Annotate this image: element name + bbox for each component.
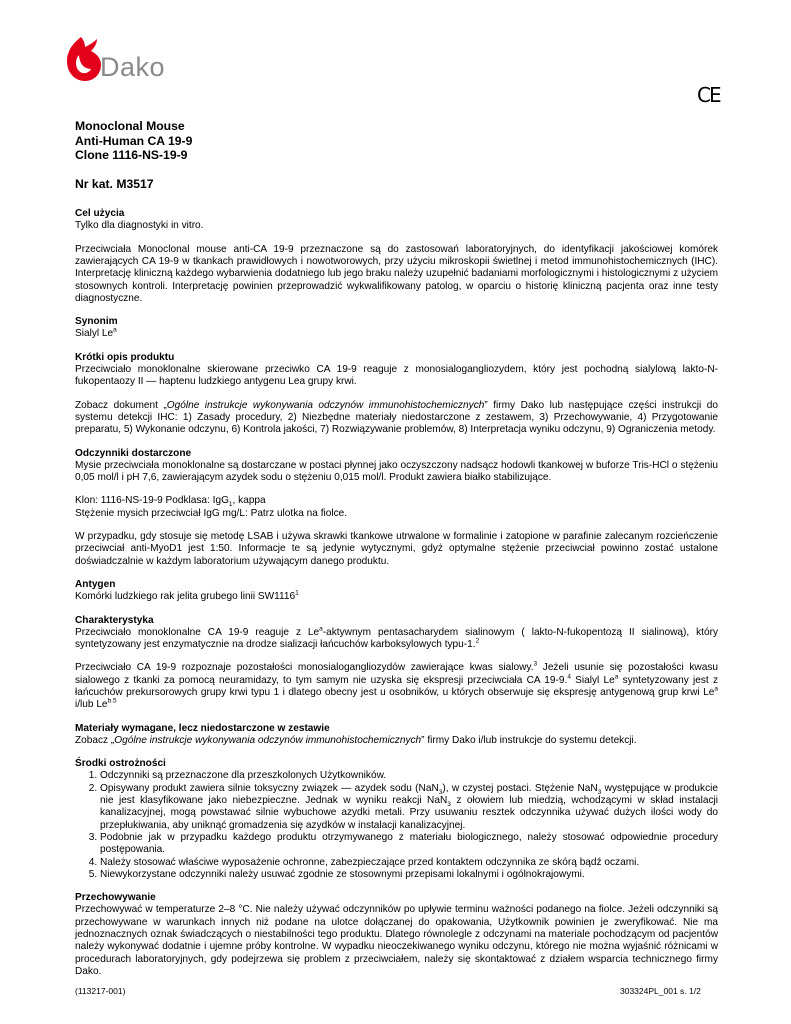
product-title-3: Clone 1116-NS-19-9 bbox=[75, 148, 188, 163]
opis-paragraph-2: Zobacz dokument „Ogólne instrukcje wykonywania odczynów immunohistochemicznych” firmy Dako lub następujące części instrukcji do systemu detekcji IHC: 1) Zasady procedury, 2) Niezbędne materiały niedostarczone z zestawem, 3) Przechowywanie, 4) Przygotowanie preparatu, 5) Wykonanie odczynu, 6) Kontrola jakości, 7) Rozwiązywanie problemów, 8) Interpretacja wyniku odczynu, 9) Ograniczenia metody. bbox=[75, 399, 719, 436]
section-heading-przechowywanie: Przechowywanie bbox=[75, 892, 156, 904]
section-heading-antygen: Antygen bbox=[75, 578, 116, 590]
section-heading-synonim: Synonim bbox=[75, 316, 118, 328]
cel-paragraph: Przeciwciała Monoclonal mouse anti-CA 19-9 przeznaczone są do zastosowań laboratoryjnych, do identyfikacji jakościowej komórek zawierających CA 19-9 w tkankach prawidłowych i nowotworowych, przy użyciu mikroskopii świetlnej i metod immunohistochemicznych (IHC). Interpretację kliniczną każdego wybarwienia dodatniego lub jego braku należy uzupełnić badaniami morfologicznymi i histologicznymi z użyciem stosownych kontroli. Interpretację powinien przeprowadzić wykwalifikowany patolog, w oparciu o historię kliniczną pacjenta oraz inne testy diagnostyczne. bbox=[75, 243, 718, 304]
dako-logo-text: Dako bbox=[100, 52, 166, 82]
odczynniki-paragraph-1: Mysie przeciwciała monoklonalne są dostarczane w postaci płynnej jako oczyszczony nadsącz hodowli tkankowej w buforze Tris-HCl o stężeniu 0,05 mol/l i pH 7,6, zawierającym azydek sodu o stężeniu 0,015 mol/l. Produkt zawiera białko stabilizujące. bbox=[75, 459, 718, 484]
srodki-item-1: 1. Odczynniki są przeznaczone dla przeszkolonych Użytkowników. bbox=[100, 770, 718, 782]
antygen-text: Komórki ludzkiego rak jelita grubego linii SW1116$^1$ bbox=[75, 589, 299, 603]
synonim-text: Sialyl Le$^a$ bbox=[75, 327, 117, 340]
srodki-item-5: 5. Niewykorzystane odczynniki należy usuwać zgodnie ze stosownymi przepisami lokalnymi i ogólnokrajowymi. bbox=[100, 869, 718, 881]
klon-line: Klon: 1116-NS-19-9 Podklasa: IgG$_1$, kappa bbox=[75, 495, 266, 509]
srodki-item-3: 3. Podobnie jak w przypadku każdego produktu otrzymywanego z materiału biologicznego, należy stosować odpowiednie procedury postępowania. bbox=[100, 832, 718, 857]
charakterystyka-paragraph-1: Przeciwciało monoklonalne CA 19-9 reaguje z Le$^a$-aktywnym pentasacharydem sialinowym ( lakto-N-fukopentozą II sialinową), który syntetyzowany jest enzymatycznie na drodze sializacji łańcuchów karboksylowych typu-1.$^2$ bbox=[75, 625, 718, 651]
srodki-item-2: 2. Opisywany produkt zawiera silnie toksyczny związek — azydek sodu (NaN$_3$), w czystej postaci. Stężenie NaN$_3$ występujące w produkcie nie jest klasyfikowane jako niebezpieczne. Jednak w wyniku reakcji NaN$_3$ z ołowiem lub miedzią, wchodzącymi w skład instalacji kanalizacyjnej, mogą powstawać silnie wybuchowe azydki metali. Przy usuwaniu resztek odczynnika używać dużych ilości wody do przepłukiwania, aby uniknąć gromadzenia się azydków w instalacji kanalizacyjnej. bbox=[100, 783, 718, 832]
footer-code: (113217-001) bbox=[75, 986, 126, 996]
materialy-paragraph: Zobacz „Ogólne instrukcje wykonywania odczynów immunohistochemicznych” firmy Dako i/lub instrukcje do systemu detekcji. bbox=[75, 734, 637, 746]
section-heading-cel: Cel użycia bbox=[75, 208, 125, 220]
section-heading-srodki: Środki ostrożności bbox=[75, 758, 166, 770]
ce-mark: CE bbox=[697, 83, 720, 107]
stezenie-line: Stężenie mysich przeciwciał IgG mg/L: Patrz ulotka na fiolce. bbox=[75, 507, 348, 519]
odczynniki-paragraph-3: W przypadku, gdy stosuje się metodę LSAB i używa skrawki tkankowe utrwalone w formalinie i zatopione w parafinie zalecanym rozcieńczenie przeciwciał anti-MyoD1 jest 1:50. Informacje te są jedynie wytycznymi, gdyż optymalne stężenie przeciwciał powinno zostać ustalone doświadczalnie w każdym laboratorium używającym danego produktu. bbox=[75, 531, 718, 567]
section-heading-opis: Krótki opis produktu bbox=[75, 351, 175, 363]
product-title-1: Monoclonal Mouse bbox=[75, 119, 185, 133]
product-title-2: Anti-Human CA 19-9 bbox=[75, 133, 193, 148]
przechowywanie-paragraph: Przechowywać w temperaturze 2–8 °C. Nie należy używać odczynników po upływie terminu ważności podanego na fiolce. Jeżeli odczynniki są przechowywane w warunkach innych niż podane na ulotce dołączanej do opakowania, Użytkownik powinien je zweryfikować. Nie ma jednoznacznych oznak świadczących o niestabilności tego produktu. Dlatego równolegle z odczynami na materiale pochodzącym od pacjentów należy wykonywać dodatnie i ujemne próby kontrolne. W wypadku nieoczekiwanego wyniku odczynu, którego nie można wyjaśnić różnicami w procedurach laboratoryjnych, gdy podejrzewa się problem z przeciwciałem, należy się skontaktować z działem wsparcia technicznego firmy Dako. bbox=[75, 904, 718, 977]
srodki-item-4: 4. Należy stosować właściwe wyposażenie ochronne, zabezpieczające przed kontaktem odczynnika ze skórą bądź oczami. bbox=[100, 857, 718, 869]
srodki-list bbox=[75, 770, 718, 881]
document-body bbox=[75, 119, 718, 989]
section-heading-materialy: Materiały wymagane, lecz niedostarczone w zestawie bbox=[75, 722, 330, 734]
catalog-number: Nr kat. M3517 bbox=[75, 176, 154, 191]
opis-paragraph-1: Przeciwciało monoklonalne skierowane przeciwko CA 19-9 reaguje z monosialogangliozydem, który jest pochodną sialylową lakto-N-fukopentaozy II — haptenu ludzkiego antygenu Lea grupy krwi. bbox=[75, 364, 718, 388]
cel-line: Tylko dla diagnostyki in vitro. bbox=[75, 220, 204, 232]
section-heading-odczynniki: Odczynniki dostarczone bbox=[75, 447, 192, 459]
footer-page: 303324PL_001 s. 1/2 bbox=[620, 986, 701, 996]
charakterystyka-paragraph-2: Przeciwciało CA 19-9 rozpoznaje pozostałości monosialogangliozydów zawierające kwas sialowy.$^3$ Jeżeli usunie się pozostałości kwasu sialowego z tkanki za pomocą neuramidazy, to tym samym nie uzyska się ekspresji przeciwciała CA 19-9.$^4$ Sialyl Le$^a$ syntetyzowany jest z łańcuchów prekursorowych grupy krwi typu 1 i dlatego obecny jest u osobników, u których obserwuje się ekspresję antygenową grup krwi Le$^a$ i/lub $Le^{b.5}$ bbox=[75, 661, 718, 711]
section-heading-charakterystyka: Charakterystyka bbox=[75, 614, 154, 626]
